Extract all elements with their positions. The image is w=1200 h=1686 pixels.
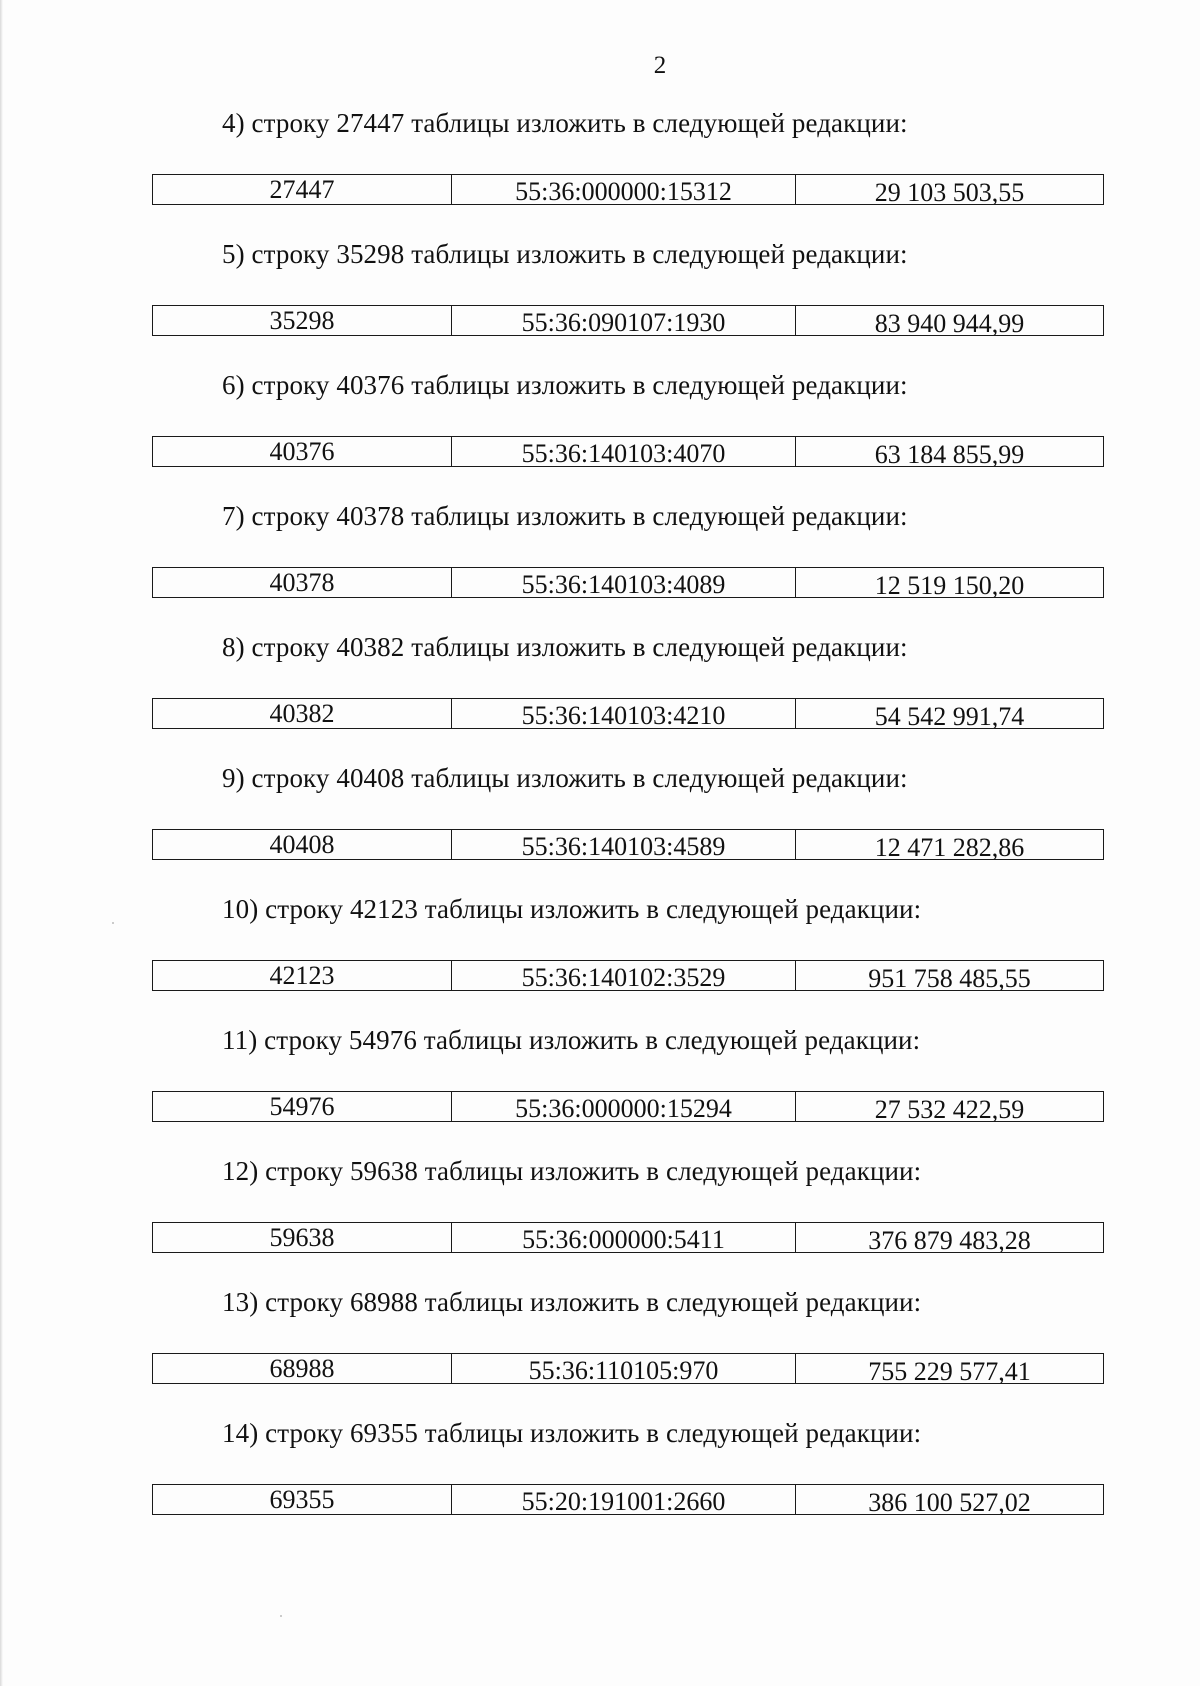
amendment-item — [0, 1156, 1200, 1287]
row-number-cell: 68988 — [153, 1354, 452, 1383]
amendment-item — [0, 763, 1200, 894]
amendment-item — [0, 108, 1200, 239]
amendment-instruction: 14) строку 69355 таблицы изложить в следующей редакции: — [222, 1418, 922, 1448]
amendment-instruction: 6) строку 40376 таблицы изложить в следующей редакции: — [222, 370, 908, 400]
value-cell: 755 229 577,41 — [868, 1357, 1031, 1383]
cadastral-number-cell: 55:36:140103:4589 — [452, 830, 796, 859]
table-row — [152, 1222, 1104, 1253]
value-cell: 12 471 282,86 — [874, 833, 1025, 859]
cadastral-number-cell: 55:36:000000:15294 — [452, 1092, 796, 1121]
cadastral-number-cell: 55:36:000000:15312 — [452, 175, 796, 204]
cadastral-number-cell: 55:36:000000:5411 — [452, 1223, 796, 1252]
table-row — [152, 960, 1104, 991]
value-cell: 951 758 485,55 — [868, 964, 1031, 990]
cadastral-number-cell: 55:36:140102:3529 — [452, 961, 796, 990]
amendment-instruction: 8) строку 40382 таблицы изложить в следующей редакции: — [222, 632, 908, 662]
table-row — [152, 305, 1104, 336]
value-cell: 12 519 150,20 — [874, 571, 1025, 597]
amendment-instruction: 7) строку 40378 таблицы изложить в следующей редакции: — [222, 501, 908, 531]
amendment-instruction: 12) строку 59638 таблицы изложить в следующей редакции: — [222, 1156, 922, 1186]
value-cell: 29 103 503,55 — [874, 178, 1025, 204]
table-row — [152, 567, 1104, 598]
row-number-cell: 40376 — [153, 437, 452, 466]
table-row — [152, 174, 1104, 205]
cadastral-number-cell: 55:36:140103:4089 — [452, 568, 796, 597]
table-row — [152, 1353, 1104, 1384]
row-number-cell: 40408 — [153, 830, 452, 859]
amendment-item — [0, 1418, 1200, 1549]
value-cell: 83 940 944,99 — [874, 309, 1025, 335]
amendment-instruction: 9) строку 40408 таблицы изложить в следующей редакции: — [222, 763, 908, 793]
row-number-cell: 54976 — [153, 1092, 452, 1121]
amendment-instruction: 5) строку 35298 таблицы изложить в следующей редакции: — [222, 239, 908, 269]
cadastral-number-cell: 55:36:140103:4070 — [452, 437, 796, 466]
row-number-cell: 40378 — [153, 568, 452, 597]
value-cell: 376 879 483,28 — [868, 1226, 1031, 1252]
amendment-instruction: 11) строку 54976 таблицы изложить в следующей редакции: — [222, 1025, 921, 1055]
amendment-item — [0, 894, 1200, 1025]
value-cell: 63 184 855,99 — [874, 440, 1025, 466]
cadastral-number-cell: 55:36:140103:4210 — [452, 699, 796, 728]
table-row — [152, 1484, 1104, 1515]
table-row — [152, 829, 1104, 860]
table-row — [152, 698, 1104, 729]
value-cell: 27 532 422,59 — [874, 1095, 1025, 1121]
amendment-item — [0, 239, 1200, 370]
row-number-cell: 59638 — [153, 1223, 452, 1252]
row-number-cell: 27447 — [153, 175, 452, 204]
row-number-cell: 42123 — [153, 961, 452, 990]
amendment-instruction: 4) строку 27447 таблицы изложить в следующей редакции: — [222, 108, 908, 138]
cadastral-number-cell: 55:36:110105:970 — [452, 1354, 796, 1383]
amendment-item — [0, 370, 1200, 501]
row-number-cell: 69355 — [153, 1485, 452, 1514]
scan-speck — [280, 1615, 282, 1617]
amendment-instruction: 10) строку 42123 таблицы изложить в следующей редакции: — [222, 894, 922, 924]
amendment-instruction: 13) строку 68988 таблицы изложить в следующей редакции: — [222, 1287, 922, 1317]
scan-speck — [112, 922, 114, 924]
amendment-item — [0, 1287, 1200, 1418]
page-number: 2 — [653, 52, 667, 79]
row-number-cell: 35298 — [153, 306, 452, 335]
row-number-cell: 40382 — [153, 699, 452, 728]
table-row — [152, 1091, 1104, 1122]
cadastral-number-cell: 55:36:090107:1930 — [452, 306, 796, 335]
amendment-item — [0, 501, 1200, 632]
cadastral-number-cell: 55:20:191001:2660 — [452, 1485, 796, 1514]
amendment-list — [0, 108, 1200, 1549]
value-cell: 386 100 527,02 — [868, 1488, 1031, 1514]
amendment-item — [0, 1025, 1200, 1156]
table-row — [152, 436, 1104, 467]
amendment-item — [0, 632, 1200, 763]
value-cell: 54 542 991,74 — [874, 702, 1025, 728]
